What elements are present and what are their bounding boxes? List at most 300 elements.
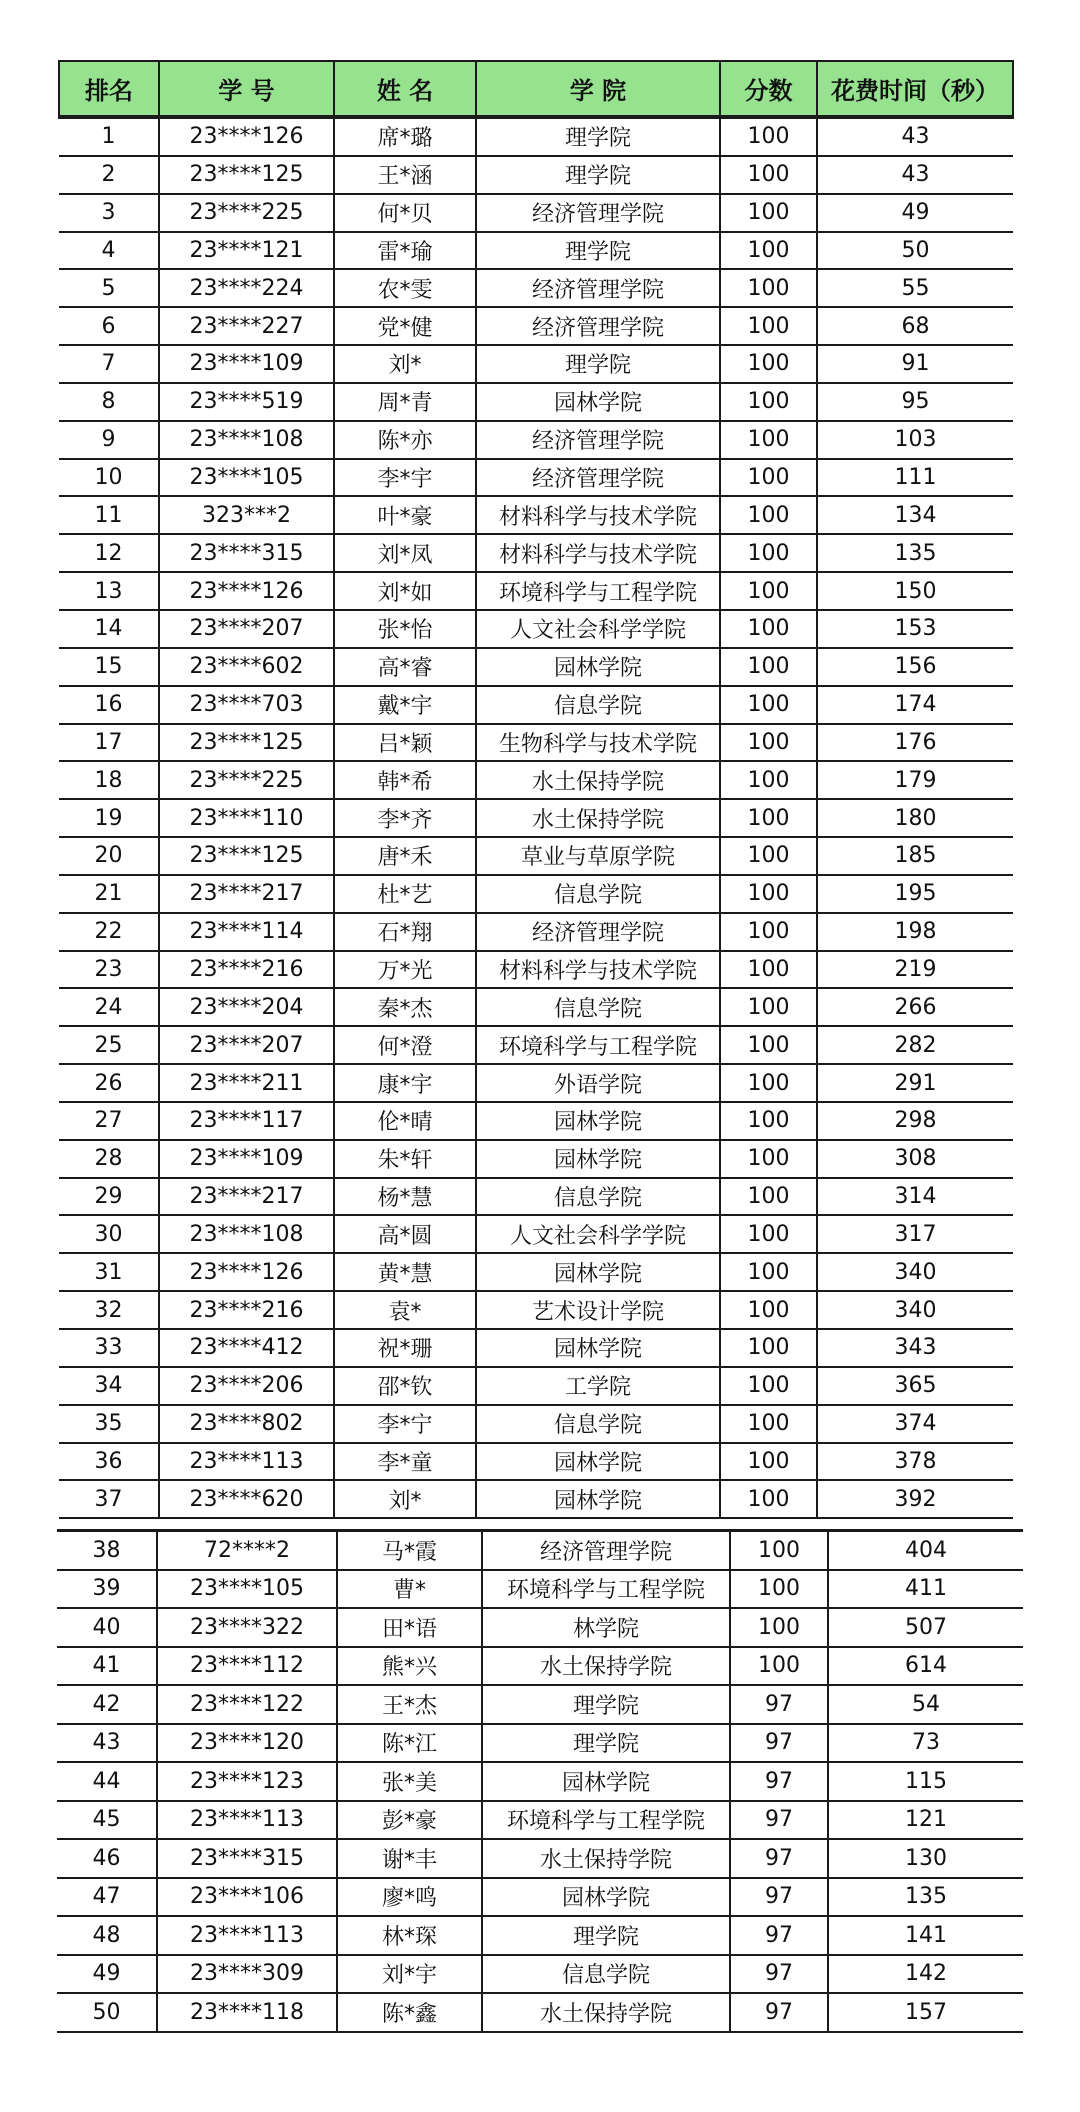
- table-row: [57, 1993, 1023, 2032]
- cell-name: 马*霞: [337, 1531, 482, 1570]
- table-top-body: [59, 117, 1013, 1518]
- cell-time: 141: [828, 1916, 1023, 1955]
- cell-name: 廖*鸣: [337, 1878, 482, 1917]
- cell-rank: 48: [57, 1916, 157, 1955]
- cell-time: 49: [817, 194, 1013, 232]
- cell-student-id: 23****113: [157, 1916, 337, 1955]
- header-college: 学 院: [476, 61, 720, 117]
- cell-rank: 39: [57, 1570, 157, 1609]
- cell-student-id: 23****703: [159, 686, 334, 724]
- cell-college: 水土保持学院: [482, 1839, 730, 1878]
- cell-name: 陈*鑫: [337, 1993, 482, 2032]
- cell-score: 100: [720, 459, 817, 497]
- cell-college: 水土保持学院: [482, 1647, 730, 1686]
- header-student-id: 学 号: [159, 61, 334, 117]
- table-row: [57, 1839, 1023, 1878]
- cell-name: 彭*豪: [337, 1801, 482, 1840]
- cell-student-id: 23****108: [159, 421, 334, 459]
- cell-name: 周*青: [334, 383, 476, 421]
- cell-rank: 26: [59, 1064, 159, 1102]
- table-row: [59, 572, 1013, 610]
- cell-student-id: 23****207: [159, 1026, 334, 1064]
- cell-score: 100: [720, 496, 817, 534]
- table-row: [59, 1443, 1013, 1481]
- cell-name: 刘*: [334, 1480, 476, 1518]
- table-row: [59, 913, 1013, 951]
- cell-time: 95: [817, 383, 1013, 421]
- cell-college: 水土保持学院: [482, 1993, 730, 2032]
- table-row: [59, 1291, 1013, 1329]
- cell-time: 176: [817, 724, 1013, 762]
- cell-name: 刘*: [334, 345, 476, 383]
- cell-college: 经济管理学院: [476, 194, 720, 232]
- table-row: [59, 799, 1013, 837]
- table-row: [59, 1215, 1013, 1253]
- cell-rank: 44: [57, 1762, 157, 1801]
- table-row: [59, 1329, 1013, 1367]
- cell-time: 219: [817, 951, 1013, 989]
- cell-student-id: 23****122: [157, 1685, 337, 1724]
- cell-student-id: 23****125: [159, 156, 334, 194]
- cell-rank: 13: [59, 572, 159, 610]
- cell-time: 266: [817, 988, 1013, 1026]
- table-row: [59, 951, 1013, 989]
- cell-student-id: 23****126: [159, 572, 334, 610]
- table-row: [59, 307, 1013, 345]
- cell-student-id: 23****113: [157, 1801, 337, 1840]
- table-row: [59, 1064, 1013, 1102]
- cell-college: 水土保持学院: [476, 799, 720, 837]
- cell-score: 100: [720, 875, 817, 913]
- cell-rank: 6: [59, 307, 159, 345]
- cell-score: 100: [720, 1480, 817, 1518]
- cell-score: 100: [720, 194, 817, 232]
- cell-time: 411: [828, 1570, 1023, 1609]
- cell-college: 理学院: [476, 117, 720, 156]
- table-row: [59, 761, 1013, 799]
- cell-score: 100: [720, 421, 817, 459]
- cell-time: 314: [817, 1178, 1013, 1216]
- cell-time: 43: [817, 156, 1013, 194]
- cell-score: 100: [720, 156, 817, 194]
- cell-score: 100: [720, 724, 817, 762]
- cell-student-id: 23****108: [159, 1215, 334, 1253]
- cell-time: 180: [817, 799, 1013, 837]
- cell-name: 袁*: [334, 1291, 476, 1329]
- cell-time: 365: [817, 1367, 1013, 1405]
- cell-college: 信息学院: [482, 1955, 730, 1994]
- cell-student-id: 23****216: [159, 1291, 334, 1329]
- cell-score: 97: [730, 1916, 828, 1955]
- cell-name: 韩*希: [334, 761, 476, 799]
- cell-name: 刘*宇: [337, 1955, 482, 1994]
- cell-college: 环境科学与工程学院: [476, 1026, 720, 1064]
- cell-rank: 16: [59, 686, 159, 724]
- cell-score: 100: [720, 1102, 817, 1140]
- cell-student-id: 23****125: [159, 724, 334, 762]
- cell-score: 100: [720, 1064, 817, 1102]
- cell-student-id: 23****120: [157, 1724, 337, 1763]
- cell-college: 理学院: [476, 345, 720, 383]
- cell-score: 100: [720, 1215, 817, 1253]
- cell-score: 97: [730, 1839, 828, 1878]
- cell-name: 王*杰: [337, 1685, 482, 1724]
- cell-rank: 29: [59, 1178, 159, 1216]
- cell-name: 高*睿: [334, 648, 476, 686]
- cell-rank: 10: [59, 459, 159, 497]
- cell-time: 340: [817, 1253, 1013, 1291]
- header-row: [59, 61, 1013, 117]
- cell-student-id: 23****105: [157, 1570, 337, 1609]
- cell-name: 林*琛: [337, 1916, 482, 1955]
- cell-college: 园林学院: [476, 1480, 720, 1518]
- cell-student-id: 23****110: [159, 799, 334, 837]
- cell-rank: 35: [59, 1405, 159, 1443]
- cell-time: 157: [828, 1993, 1023, 2032]
- cell-score: 97: [730, 1685, 828, 1724]
- cell-score: 100: [720, 648, 817, 686]
- cell-name: 何*贝: [334, 194, 476, 232]
- table-row: [57, 1762, 1023, 1801]
- cell-college: 材料科学与技术学院: [476, 951, 720, 989]
- cell-time: 54: [828, 1685, 1023, 1724]
- ranking-table-bottom: [57, 1529, 1023, 2033]
- cell-name: 伦*晴: [334, 1102, 476, 1140]
- cell-name: 万*光: [334, 951, 476, 989]
- cell-student-id: 23****620: [159, 1480, 334, 1518]
- cell-rank: 5: [59, 269, 159, 307]
- table-row: [59, 1026, 1013, 1064]
- table-row: [59, 117, 1013, 156]
- cell-college: 经济管理学院: [476, 269, 720, 307]
- cell-rank: 4: [59, 232, 159, 270]
- cell-time: 153: [817, 610, 1013, 648]
- cell-student-id: 23****206: [159, 1367, 334, 1405]
- cell-rank: 2: [59, 156, 159, 194]
- cell-college: 理学院: [476, 232, 720, 270]
- cell-name: 陈*亦: [334, 421, 476, 459]
- cell-college: 材料科学与技术学院: [476, 534, 720, 572]
- cell-rank: 7: [59, 345, 159, 383]
- cell-student-id: 23****802: [159, 1405, 334, 1443]
- cell-name: 王*涵: [334, 156, 476, 194]
- cell-score: 100: [720, 1178, 817, 1216]
- table-row: [57, 1801, 1023, 1840]
- cell-rank: 25: [59, 1026, 159, 1064]
- cell-college: 信息学院: [476, 988, 720, 1026]
- cell-name: 张*美: [337, 1762, 482, 1801]
- cell-rank: 20: [59, 837, 159, 875]
- cell-score: 100: [720, 232, 817, 270]
- table-row: [59, 1480, 1013, 1518]
- cell-name: 石*翔: [334, 913, 476, 951]
- cell-time: 91: [817, 345, 1013, 383]
- cell-college: 经济管理学院: [476, 421, 720, 459]
- cell-score: 100: [720, 610, 817, 648]
- cell-rank: 34: [59, 1367, 159, 1405]
- cell-rank: 37: [59, 1480, 159, 1518]
- table-row: [57, 1685, 1023, 1724]
- cell-college: 人文社会科学学院: [476, 1215, 720, 1253]
- cell-name: 黄*慧: [334, 1253, 476, 1291]
- cell-time: 317: [817, 1215, 1013, 1253]
- table-row: [59, 194, 1013, 232]
- cell-score: 100: [720, 799, 817, 837]
- cell-score: 100: [730, 1608, 828, 1647]
- cell-rank: 28: [59, 1140, 159, 1178]
- cell-rank: 27: [59, 1102, 159, 1140]
- cell-score: 100: [720, 534, 817, 572]
- cell-student-id: 23****117: [159, 1102, 334, 1140]
- cell-time: 156: [817, 648, 1013, 686]
- cell-college: 理学院: [482, 1724, 730, 1763]
- cell-rank: 38: [57, 1531, 157, 1570]
- cell-score: 100: [720, 1405, 817, 1443]
- cell-student-id: 23****216: [159, 951, 334, 989]
- ranking-table-top: [58, 60, 1014, 1519]
- cell-score: 100: [720, 951, 817, 989]
- cell-name: 农*雯: [334, 269, 476, 307]
- cell-time: 68: [817, 307, 1013, 345]
- cell-score: 100: [720, 307, 817, 345]
- cell-college: 环境科学与工程学院: [482, 1570, 730, 1609]
- cell-name: 杜*艺: [334, 875, 476, 913]
- cell-student-id: 23****109: [159, 1140, 334, 1178]
- cell-score: 100: [720, 345, 817, 383]
- cell-name: 李*宁: [334, 1405, 476, 1443]
- cell-score: 97: [730, 1955, 828, 1994]
- cell-time: 174: [817, 686, 1013, 724]
- table-row: [59, 1405, 1013, 1443]
- cell-student-id: 23****519: [159, 383, 334, 421]
- cell-college: 信息学院: [476, 875, 720, 913]
- cell-name: 邵*钦: [334, 1367, 476, 1405]
- cell-time: 195: [817, 875, 1013, 913]
- cell-student-id: 23****123: [157, 1762, 337, 1801]
- cell-time: 308: [817, 1140, 1013, 1178]
- cell-college: 经济管理学院: [476, 459, 720, 497]
- cell-rank: 11: [59, 496, 159, 534]
- cell-rank: 23: [59, 951, 159, 989]
- table-row: [59, 724, 1013, 762]
- header-time: 花费时间（秒）: [817, 61, 1013, 117]
- header-score: 分数: [720, 61, 817, 117]
- table-row: [59, 345, 1013, 383]
- cell-name: 朱*轩: [334, 1140, 476, 1178]
- table-row: [59, 534, 1013, 572]
- cell-student-id: 23****109: [159, 345, 334, 383]
- cell-time: 179: [817, 761, 1013, 799]
- cell-name: 高*圆: [334, 1215, 476, 1253]
- cell-student-id: 23****227: [159, 307, 334, 345]
- table-row: [59, 269, 1013, 307]
- cell-college: 园林学院: [476, 383, 720, 421]
- cell-name: 李*童: [334, 1443, 476, 1481]
- cell-time: 198: [817, 913, 1013, 951]
- cell-time: 185: [817, 837, 1013, 875]
- cell-rank: 19: [59, 799, 159, 837]
- table-row: [59, 383, 1013, 421]
- cell-college: 园林学院: [482, 1878, 730, 1917]
- cell-student-id: 23****322: [157, 1608, 337, 1647]
- cell-college: 园林学院: [476, 648, 720, 686]
- table-row: [57, 1724, 1023, 1763]
- cell-student-id: 72****2: [157, 1531, 337, 1570]
- cell-time: 340: [817, 1291, 1013, 1329]
- cell-time: 298: [817, 1102, 1013, 1140]
- cell-rank: 40: [57, 1608, 157, 1647]
- cell-student-id: 23****126: [159, 1253, 334, 1291]
- table-row: [59, 610, 1013, 648]
- cell-rank: 1: [59, 117, 159, 156]
- cell-rank: 36: [59, 1443, 159, 1481]
- table-row: [57, 1647, 1023, 1686]
- header-rank: 排名: [59, 61, 159, 117]
- cell-college: 材料科学与技术学院: [476, 496, 720, 534]
- cell-college: 经济管理学院: [476, 913, 720, 951]
- cell-rank: 33: [59, 1329, 159, 1367]
- cell-student-id: 23****121: [159, 232, 334, 270]
- cell-score: 97: [730, 1762, 828, 1801]
- cell-time: 404: [828, 1531, 1023, 1570]
- cell-score: 100: [720, 269, 817, 307]
- cell-name: 雷*瑜: [334, 232, 476, 270]
- cell-name: 何*澄: [334, 1026, 476, 1064]
- cell-student-id: 23****207: [159, 610, 334, 648]
- cell-score: 100: [720, 117, 817, 156]
- cell-name: 祝*珊: [334, 1329, 476, 1367]
- cell-score: 100: [720, 1253, 817, 1291]
- table-row: [59, 988, 1013, 1026]
- cell-name: 席*璐: [334, 117, 476, 156]
- cell-college: 草业与草原学院: [476, 837, 720, 875]
- table-row: [59, 837, 1013, 875]
- cell-rank: 43: [57, 1724, 157, 1763]
- cell-college: 园林学院: [476, 1253, 720, 1291]
- cell-score: 97: [730, 1993, 828, 2032]
- cell-rank: 18: [59, 761, 159, 799]
- cell-rank: 50: [57, 1993, 157, 2032]
- cell-rank: 14: [59, 610, 159, 648]
- header-name: 姓 名: [334, 61, 476, 117]
- table-row: [57, 1878, 1023, 1917]
- cell-time: 282: [817, 1026, 1013, 1064]
- cell-student-id: 23****126: [159, 117, 334, 156]
- cell-time: 134: [817, 496, 1013, 534]
- table-row: [57, 1608, 1023, 1647]
- cell-student-id: 23****204: [159, 988, 334, 1026]
- table-row: [59, 1102, 1013, 1140]
- cell-student-id: 23****309: [157, 1955, 337, 1994]
- cell-score: 100: [730, 1647, 828, 1686]
- cell-time: 103: [817, 421, 1013, 459]
- cell-time: 111: [817, 459, 1013, 497]
- cell-rank: 17: [59, 724, 159, 762]
- cell-rank: 31: [59, 1253, 159, 1291]
- cell-name: 叶*豪: [334, 496, 476, 534]
- cell-name: 熊*兴: [337, 1647, 482, 1686]
- table-row: [57, 1955, 1023, 1994]
- cell-score: 100: [720, 988, 817, 1026]
- cell-score: 100: [720, 1367, 817, 1405]
- cell-score: 100: [720, 1443, 817, 1481]
- cell-time: 150: [817, 572, 1013, 610]
- cell-college: 理学院: [482, 1916, 730, 1955]
- cell-college: 园林学院: [476, 1329, 720, 1367]
- table-row: [57, 1531, 1023, 1570]
- table-bottom-body: [57, 1531, 1023, 2032]
- cell-college: 信息学院: [476, 1405, 720, 1443]
- cell-name: 刘*凤: [334, 534, 476, 572]
- cell-score: 100: [720, 1140, 817, 1178]
- cell-name: 康*宇: [334, 1064, 476, 1102]
- cell-time: 50: [817, 232, 1013, 270]
- cell-time: 374: [817, 1405, 1013, 1443]
- cell-time: 392: [817, 1480, 1013, 1518]
- cell-rank: 22: [59, 913, 159, 951]
- cell-college: 环境科学与工程学院: [482, 1801, 730, 1840]
- table-row: [59, 1178, 1013, 1216]
- cell-student-id: 23****112: [157, 1647, 337, 1686]
- cell-score: 100: [720, 837, 817, 875]
- cell-time: 614: [828, 1647, 1023, 1686]
- cell-name: 秦*杰: [334, 988, 476, 1026]
- cell-name: 陈*江: [337, 1724, 482, 1763]
- cell-time: 507: [828, 1608, 1023, 1647]
- cell-rank: 41: [57, 1647, 157, 1686]
- cell-student-id: 23****114: [159, 913, 334, 951]
- cell-time: 291: [817, 1064, 1013, 1102]
- cell-time: 43: [817, 117, 1013, 156]
- cell-college: 园林学院: [476, 1443, 720, 1481]
- cell-college: 园林学院: [476, 1140, 720, 1178]
- cell-score: 100: [720, 572, 817, 610]
- cell-time: 343: [817, 1329, 1013, 1367]
- cell-score: 100: [730, 1570, 828, 1609]
- cell-college: 环境科学与工程学院: [476, 572, 720, 610]
- cell-college: 信息学院: [476, 686, 720, 724]
- cell-college: 理学院: [476, 156, 720, 194]
- cell-rank: 21: [59, 875, 159, 913]
- cell-score: 97: [730, 1878, 828, 1917]
- cell-college: 园林学院: [482, 1762, 730, 1801]
- cell-college: 经济管理学院: [482, 1531, 730, 1570]
- cell-score: 100: [720, 1329, 817, 1367]
- cell-student-id: 23****225: [159, 761, 334, 799]
- cell-student-id: 23****224: [159, 269, 334, 307]
- cell-student-id: 23****113: [159, 1443, 334, 1481]
- cell-name: 田*语: [337, 1608, 482, 1647]
- cell-time: 130: [828, 1839, 1023, 1878]
- table-row: [59, 875, 1013, 913]
- cell-time: 135: [828, 1878, 1023, 1917]
- cell-college: 工学院: [476, 1367, 720, 1405]
- cell-name: 唐*禾: [334, 837, 476, 875]
- cell-rank: 42: [57, 1685, 157, 1724]
- table-row: [59, 459, 1013, 497]
- cell-score: 97: [730, 1801, 828, 1840]
- cell-rank: 12: [59, 534, 159, 572]
- cell-score: 100: [730, 1531, 828, 1570]
- cell-student-id: 23****105: [159, 459, 334, 497]
- cell-name: 李*齐: [334, 799, 476, 837]
- cell-time: 121: [828, 1801, 1023, 1840]
- cell-score: 100: [720, 1026, 817, 1064]
- cell-score: 100: [720, 383, 817, 421]
- cell-college: 经济管理学院: [476, 307, 720, 345]
- cell-rank: 24: [59, 988, 159, 1026]
- table-row: [57, 1570, 1023, 1609]
